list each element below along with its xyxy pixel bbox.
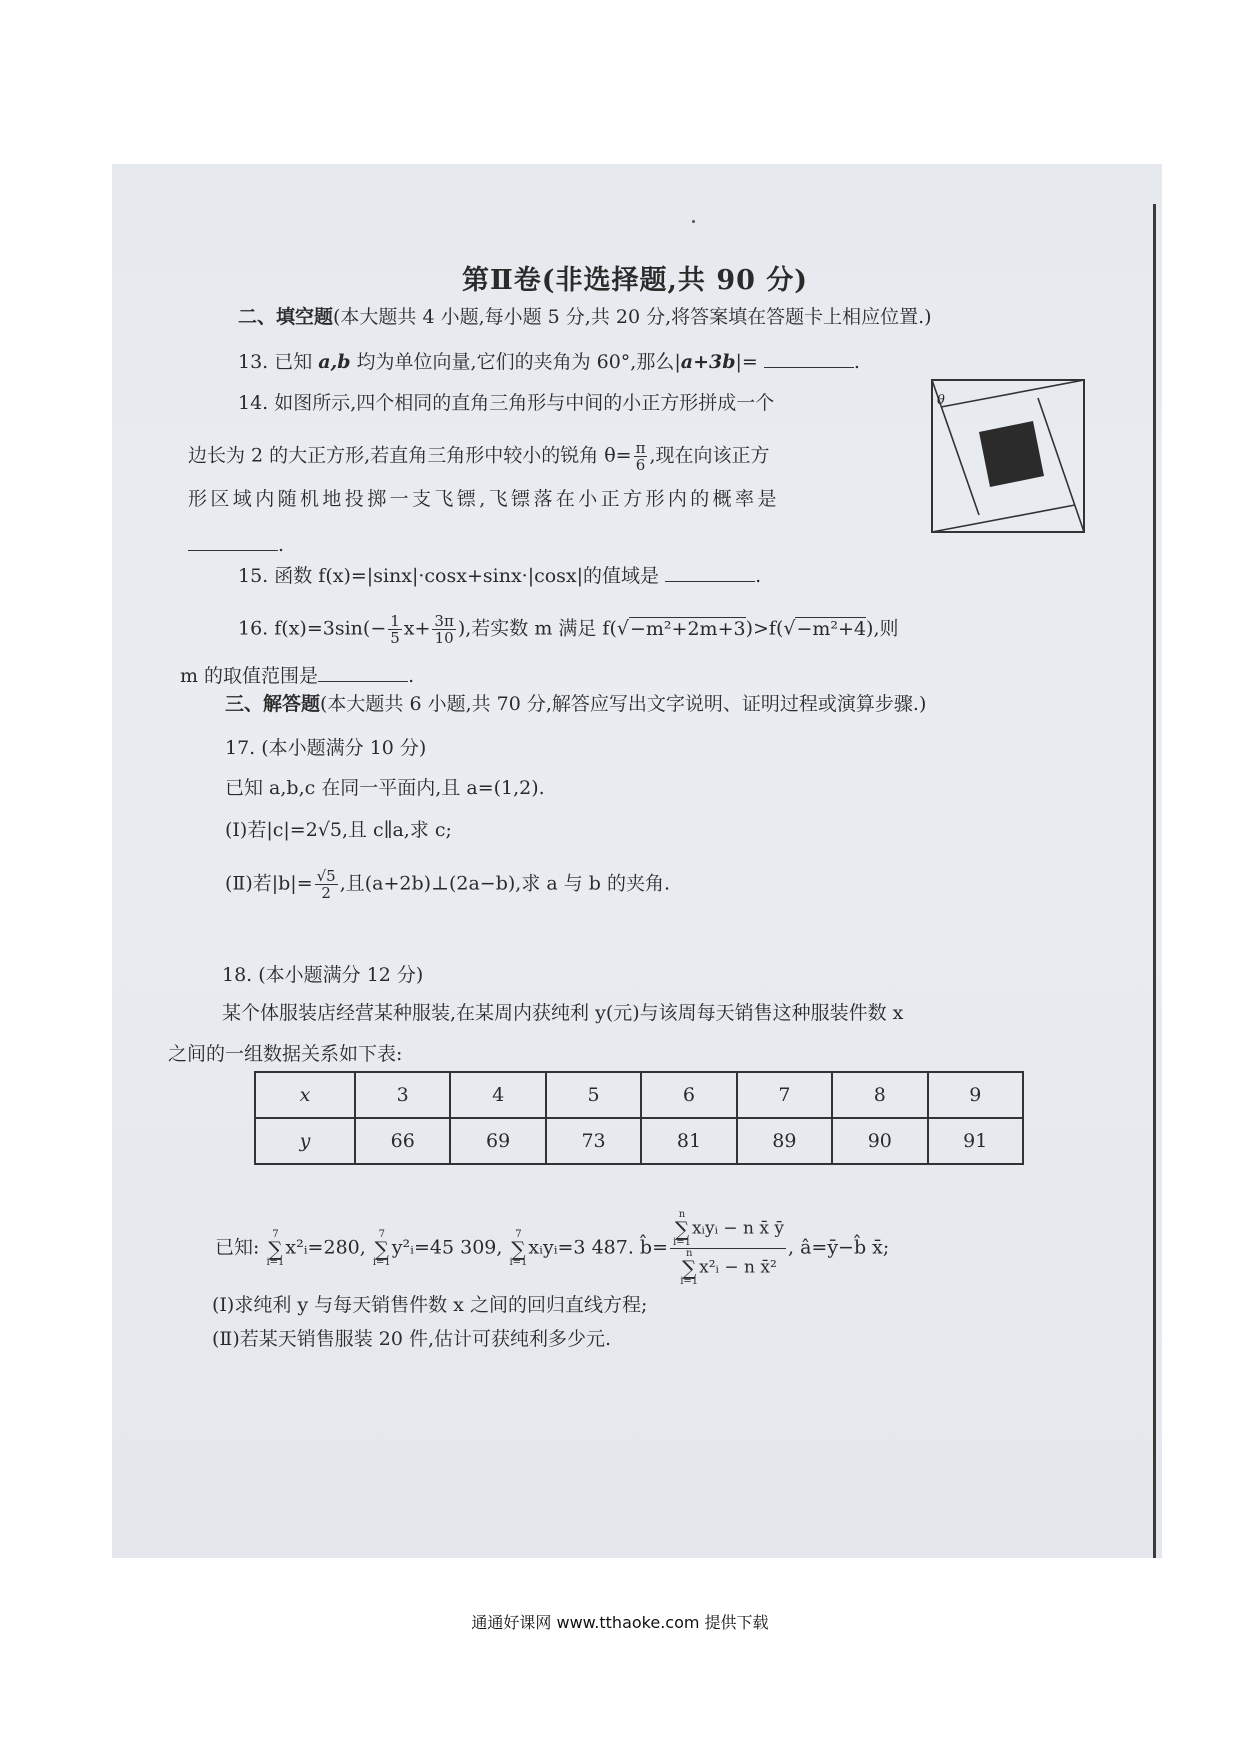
theta-fraction (634, 440, 648, 473)
b-den-expr: x²ᵢ − n x̄² (699, 1257, 777, 1278)
frac1-den: 5 (390, 629, 400, 647)
sum-bottom: i=1 (680, 1276, 699, 1287)
q17-given: 已知 a,b,c 在同一平面内,且 a=(1,2). (225, 777, 545, 799)
q17-part1: (Ⅰ)若|c|=2√5,且 c∥a,求 c; (225, 819, 452, 841)
q17-part2 (225, 868, 670, 901)
q17-part2b: ,且(a+2b)⊥(2a−b),求 a 与 b 的夹角. (339, 872, 671, 895)
sum-bottom: i=1 (372, 1256, 391, 1268)
sum-symbol: 7 ∑ i=1 (509, 1228, 528, 1268)
question-13: 13. 已知 a,b 均为单位向量,它们的夹角为 60°,那么|a+3b|= . (238, 351, 860, 373)
section2-line (238, 305, 932, 329)
q17-frac-den: 2 (321, 884, 331, 902)
sum-bottom: i=1 (266, 1256, 285, 1268)
q13-text: 均为单位向量,它们的夹角为 60°,那么| (350, 351, 681, 373)
q14-blank: . (188, 532, 284, 557)
table-cell: 81 (641, 1118, 736, 1164)
q14-line1: 14. 如图所示,四个相同的直角三角形与中间的小正方形拼成一个 (238, 392, 775, 414)
table-cell: 69 (450, 1118, 545, 1164)
table-cell: 3 (355, 1072, 450, 1118)
q18-part1: (Ⅰ)求纯利 y 与每天销售件数 x 之间的回归直线方程; (212, 1294, 648, 1316)
frac1-num: 1 (390, 612, 400, 630)
b-hat: b̂= (639, 1236, 669, 1259)
theta-den: 6 (635, 456, 646, 474)
question-15: 15. 函数 f(x)=|sinx|·cosx+sinx·|cosx|的值域是 . (238, 565, 762, 587)
known-label: 已知: (215, 1236, 260, 1259)
section3-line (225, 692, 926, 716)
q16-line2-text: m 的取值范围是 (180, 665, 319, 687)
q18-part2: (Ⅱ)若某天销售服装 20 件,估计可获纯利多少元. (212, 1328, 612, 1350)
known-s3: xᵢyᵢ=3 487. (528, 1236, 634, 1259)
section2-note: (本大题共 4 小题,每小题 5 分,共 20 分,将答案填在答题卡上相应位置.) (333, 306, 932, 328)
a-hat: , â=ȳ−b̂ x̄; (788, 1236, 890, 1259)
q16-prefix: 16. f(x)=3sin(− (238, 617, 387, 640)
q13-suffix: |= (735, 351, 764, 373)
b-hat-fraction (670, 1210, 786, 1287)
section3-heading: 三、解答题 (225, 693, 321, 715)
sum-symbol: 7 ∑ i=1 (266, 1228, 285, 1268)
sum-top: n (678, 1209, 686, 1220)
q16-mid: x+ (403, 617, 431, 640)
q13-expr: a+3b (680, 351, 736, 373)
section3-note: (本大题共 6 小题,共 70 分,解答应写出文字说明、证明过程或演算步骤.) (320, 693, 927, 715)
footer-credit: 通通好课网 www.tthaoke.com 提供下载 (471, 1613, 769, 1632)
table-row-y (255, 1118, 1023, 1164)
table-cell: 8 (832, 1072, 927, 1118)
table-cell: 9 (928, 1072, 1023, 1118)
table-cell: 90 (832, 1118, 927, 1164)
q16-line2: m 的取值范围是 . (180, 665, 415, 687)
q17-frac (315, 868, 338, 901)
b-num-expr: xᵢyᵢ − n x̄ ȳ (691, 1218, 784, 1239)
answer-blank (188, 532, 278, 551)
q13-vars: a,b (318, 351, 351, 373)
table-cell: 5 (546, 1072, 641, 1118)
sum-top: 7 (515, 1228, 522, 1240)
answer-blank (764, 349, 854, 368)
q17-frac-num: √5 (316, 867, 336, 885)
sum-top: 7 (272, 1228, 279, 1240)
q16-between: )>f( (745, 617, 784, 640)
section2-heading: 二、填空题 (238, 306, 334, 328)
sum-bottom: i=1 (509, 1256, 528, 1268)
q18-line1: 某个体服装店经营某种服装,在某周内获纯利 y(元)与该周每天销售这种服装件数 x (222, 1002, 904, 1024)
known-s2: y²ᵢ=45 309, (391, 1236, 503, 1259)
q17-part2a: (Ⅱ)若|b|= (225, 872, 313, 895)
q16-end: ),则 (866, 617, 899, 640)
b-hat-den (677, 1249, 779, 1287)
q14-line3: 形区域内随机地投掷一支飞镖,飞镖落在小正方形内的概率是 (188, 488, 780, 510)
triangle-edge (941, 380, 1084, 407)
triangle-edge (1038, 398, 1084, 532)
q16-frac2 (432, 613, 455, 646)
sum-symbol: n ∑ i=1 (680, 1248, 699, 1287)
table-cell: 89 (737, 1118, 832, 1164)
sum-top: n (685, 1248, 693, 1259)
answer-blank (665, 563, 755, 582)
sum-top: 7 (378, 1228, 385, 1240)
q14-line2b: ,现在向该正方 (649, 444, 770, 467)
pinwheel-square-diagram (930, 378, 1086, 534)
q18-line2: 之间的一组数据关系如下表: (168, 1043, 403, 1065)
small-square (979, 421, 1044, 487)
table-cell: 4 (450, 1072, 545, 1118)
table-row-x (255, 1072, 1023, 1118)
q16-root2: −m²+4 (796, 617, 867, 640)
speck (692, 220, 695, 223)
frac2-den: 10 (434, 629, 454, 647)
table-cell: 7 (737, 1072, 832, 1118)
row-label-y: y (255, 1118, 355, 1164)
table-cell: 91 (928, 1118, 1023, 1164)
q16-after: ),若实数 m 满足 f( (457, 617, 617, 640)
q15-text: 15. 函数 f(x)=|sinx|·cosx+sinx·|cosx|的值域是 (238, 565, 666, 587)
page-edge-shadow (1153, 204, 1156, 1558)
theta-num: π (635, 439, 646, 457)
q18-known (215, 1209, 890, 1287)
theta-label: θ (937, 393, 945, 408)
data-table (254, 1071, 1024, 1165)
triangle-edge (932, 505, 1075, 532)
part2-title: 第Ⅱ卷(非选择题,共 90 分) (462, 265, 809, 296)
sum-bottom: i=1 (673, 1237, 691, 1248)
table-cell: 73 (546, 1118, 641, 1164)
q14-line2a: 边长为 2 的大正方形,若直角三角形中较小的锐角 θ= (188, 444, 632, 467)
question-16: 16. f(x)=3sin(− $\frac{1}{5}$ x+ $\frac{3\pi}{10}$ ),若实数 m 满足 f(√−m²+2m+3)>f(√−m²+4),则 (238, 612, 899, 647)
q13-prefix: 13. 已知 (238, 351, 319, 373)
known-s1: x²ᵢ=280, (285, 1236, 366, 1259)
q16-root1: −m²+2m+3 (629, 617, 746, 640)
sum-symbol: 7 ∑ i=1 (372, 1228, 391, 1268)
q16-frac1 (388, 613, 402, 646)
q17-head: 17. (本小题满分 10 分) (225, 737, 427, 759)
frac2-num: 3π (434, 612, 454, 630)
table-cell: 6 (641, 1072, 736, 1118)
sum-symbol: n ∑ i=1 (673, 1209, 691, 1248)
table-cell: 66 (355, 1118, 450, 1164)
answer-blank (318, 663, 408, 682)
q14-line2 (188, 440, 770, 473)
q18-head: 18. (本小题满分 12 分) (222, 964, 424, 986)
b-hat-num (670, 1210, 786, 1249)
row-label-x: x (255, 1072, 355, 1118)
